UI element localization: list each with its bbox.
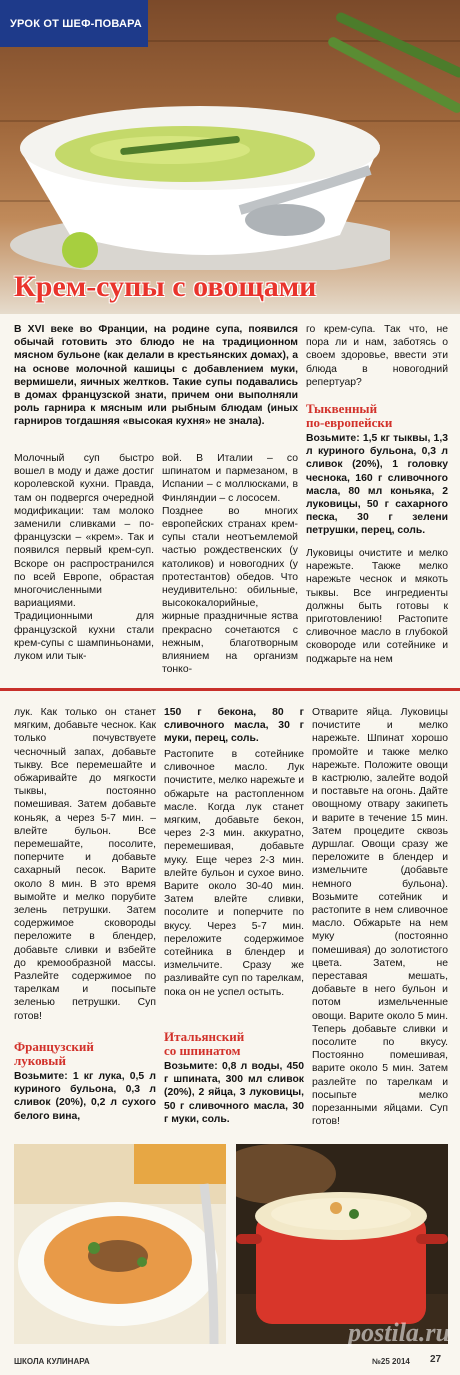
recipe-title-line: луковый <box>14 1053 66 1068</box>
recipe-title-line: со шпинатом <box>164 1043 241 1058</box>
col2-text: вой. В Италии – со шпинатом и пармезаном, в Испании – с моллюсками, в Финляндии – с лососем. Позднее во многих европейских странах крем-супы стали неотъемлемой частью рождественских (у католиков) и новогодних (у протестантов) обедов. Что неудивительно: обильные, высококалорийные, жирные праздничные яства прекрасно сочетаются с нежным, благотворным влиянием на организм тонко- <box>162 453 298 676</box>
recipe-title-spinach <box>164 1030 304 1058</box>
soup-pot-illustration <box>236 1144 448 1344</box>
asparagus <box>334 11 460 79</box>
onion-ingredients: Возьмите: 1 кг лука, 0,5 л куриного бульона, 0,3 л сливок (20%), 0,2 л сухого белого вина, <box>14 1071 156 1122</box>
page-title: Крем-супы с овощами <box>14 270 317 303</box>
onion-ingredients-cont: 150 г бекона, 80 г сливочного масла, 30 г муки, перец, соль. <box>164 707 304 745</box>
intro-text: В XVI веке во Франции, на родине супа, появился обычай готовить это блюдо не на традиционном мясном бульоне (как делали в крестьянских домах), а на основе молочной кашицы с добавлением муки, вермишели, яичных желтков. Такие супы подавались в домах французской знати, причем они выполняли роль гарнира к мясным или рыбным блюдам (иных гарниров тогдашняя «высокая кухня» не знала). <box>14 324 298 428</box>
section-badge: УРОК ОТ ШЕФ-ПОВАРА <box>0 0 148 47</box>
pumpkin-ingredients: Возьмите: 1,5 кг тыквы, 1,3 л куриного бульона, 0,3 л сливок (20%), 1 головку чеснока, 160 г сливочного масла, 80 мл коньяка, 2 луковицы, 50 г сахарного песка, 30 г зелени петрушки, перец, соль. <box>306 433 448 537</box>
pumpkin-steps-a: Луковицы очистите и мелко нарежьте. Также мелко нарежьте чеснок и мякоть тыквы. Все ингредиенты должны быть готовы к приготовлению! Растопите сливочное масло в глубокой сковороде или сотейнике и поджарьте на нем <box>306 548 448 665</box>
onion-steps: Растопите в сотейнике сливочное масло. Лук почистите, мелко нарежьте и обжарьте на растопленном масле. Когда лук станет мягким, добавьте бекон, через 2-3 мин. аккуратно, перемешивая, добавьте муку. Еще через 2-3 мин. влейте бульон и сухое вино. Варите около 30-40 мин. Затем влейте сливки, посолите и поперчите по вкусу. Через 5-7 мин. переложите содержимое сотейника в блендер и измельчите. Сразу же разливайте суп по тарелкам, пока он не успел остыть. <box>164 749 304 998</box>
col3-text: го крем-супа. Так что, не пора ли и нам, заботясь о своем здоровье, ввести эти блюда в новогодний репертуар? <box>306 324 448 388</box>
soup-bowl-illustration <box>10 70 390 270</box>
recipe-title-line: Итальянский <box>164 1029 245 1044</box>
recipe-title-pumpkin <box>306 402 448 430</box>
spinach-steps: Отварите яйца. Луковицы почистите и мелко нарежьте. Шпинат хорошо промойте и также мелко нарежьте. Положите овощи в кастрюлю, залейте водой и поставьте на огонь. Дайте овощному отвару закипеть и варите в течение 15 мин. Затем процедите сквозь дуршлаг. Овощи сразу же переложите в блендер и измельчите (добавьте немного бульона). Возьмите сотейник и растопите в нем сливочное масло. Обжарьте на нем муку (постоянно помешивая) до золотистого цвета. Затем, не переставая мешать, добавьте в него бульон и потом измельченные овощи. Варите около 5 мин. Теперь добавьте сливки и посолите по вкусу. Постоянно помешивая, варите около 5 мин. Затем разлейте по тарелкам и посыпьте мелко порезанными яйцами. Суп готов! <box>312 707 448 1128</box>
spinach-soup-photo <box>236 1144 448 1344</box>
soup-plate-illustration <box>14 1144 226 1344</box>
recipe-title-line: Французский <box>14 1039 94 1054</box>
divider-line <box>0 688 460 691</box>
recipe-title-line: Тыквенный <box>306 401 378 416</box>
hero-photo <box>0 0 460 314</box>
footer-issue: №25 2014 <box>372 1357 410 1366</box>
recipe-title-onion <box>14 1040 156 1068</box>
spinach-ingredients: Возьмите: 0,8 л воды, 450 г шпината, 300 мл сливок (20%), 2 яйца, 3 луковицы, 50 г сливочного масла, 30 г муки, соль. <box>164 1061 304 1125</box>
watermark: postila.ru <box>348 1318 450 1347</box>
page-number: 27 <box>430 1354 442 1365</box>
recipe-title-line: по-европейски <box>306 415 393 430</box>
footer-left: ШКОЛА КУЛИНАРА <box>14 1357 90 1366</box>
col1-text: Молочный суп быстро вошел в моду и даже достиг королевской кухни. Правда, там он подвергся очередной модификации: там молоко заменили сливками – по-французски – «крем». Так и появился первый крем-суп. Вскоре он распространился по всей Европе, обрастая многочисленными вариациями. Традиционными для французской кухни стали крем-супы с шампиньонами, луком или тык- <box>14 453 154 663</box>
pumpkin-steps-b: лук. Как только он станет мягким, добавьте чеснок. Как только почувствуете чесночный запах, добавьте тыкву. Все перемешайте и обжаривайте до мягкости тыквы, постоянно помешивая. Затем добавьте коньяк, а через 5-7 мин. – влейте бульон. Все перемешайте, посолите, поперчите и добавьте сахарный песок. Варите около 8 мин. В это время вымойте и мелко порубите зелень петрушки. Затем содержимое сковороды переложите в блендер, добавьте сливки и взбейте до кремообразной массы. Разлейте содержимое по тарелкам и посыпьте зеленью петрушки. Суп готов! <box>14 707 156 1022</box>
onion-soup-photo <box>14 1144 226 1344</box>
